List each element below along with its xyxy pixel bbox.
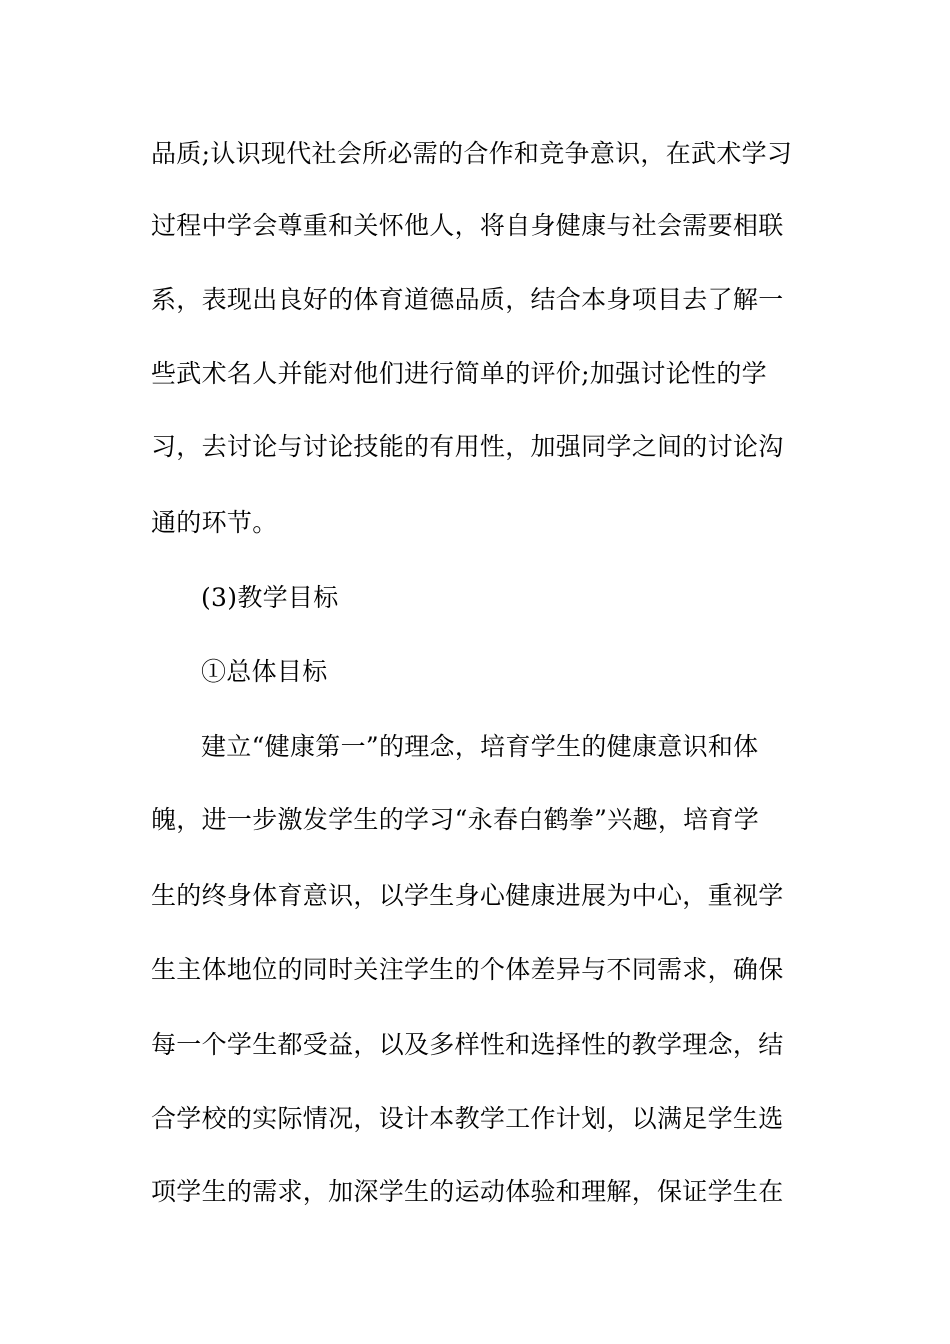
text-line: 生主体地位的同时关注学生的个体差异与不同需求，确保 bbox=[151, 955, 784, 984]
text-line: 品质;认识现代社会所必需的合作和竞争意识，在武术学习 bbox=[151, 139, 793, 168]
text-line: 每一个学生都受益，以及多样性和选择性的教学理念，结 bbox=[151, 1030, 784, 1059]
text-line: 建立“健康第一”的理念，培育学生的健康意识和体 bbox=[201, 732, 759, 761]
text-line: 合学校的实际情况，设计本教学工作计划，以满足学生选 bbox=[151, 1104, 784, 1133]
text-line: 系，表现出良好的体育道德品质，结合本身项目去了解一 bbox=[151, 285, 784, 314]
text-line: 些武术名人并能对他们进行简单的评价;加强讨论性的学 bbox=[151, 359, 767, 388]
text-line: 项学生的需求，加深学生的运动体验和理解，保证学生在 bbox=[151, 1177, 784, 1206]
subsection-heading: ①总体目标 bbox=[201, 657, 328, 686]
text-line: 通的环节。 bbox=[151, 508, 278, 537]
text-line: 习，去讨论与讨论技能的有用性，加强同学之间的讨论沟 bbox=[151, 432, 784, 461]
text-line: 生的终身体育意识，以学生身心健康进展为中心，重视学 bbox=[151, 881, 784, 910]
section-heading: (3)教学目标 bbox=[201, 583, 339, 612]
text-line: 过程中学会尊重和关怀他人，将自身健康与社会需要相联 bbox=[151, 211, 784, 240]
text-line: 魄，进一步激发学生的学习“永春白鹤拳”兴趣，培育学 bbox=[151, 805, 760, 834]
